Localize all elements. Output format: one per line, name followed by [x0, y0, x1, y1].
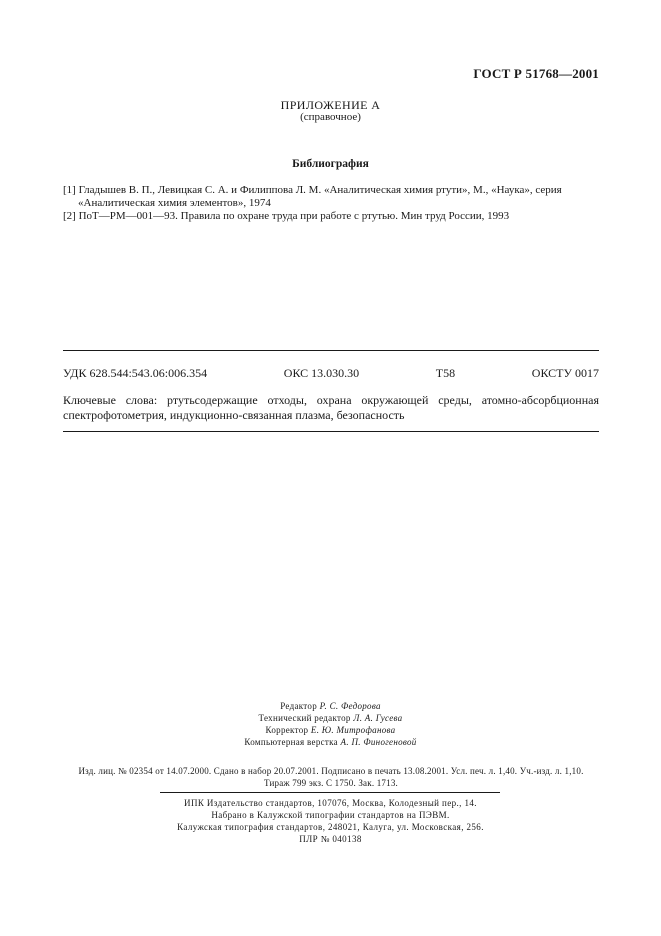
printing-line-3: Калужская типография стандартов, 248021, Калуга, ул. Московская, 256.	[177, 822, 484, 832]
bibliography-title: Библиография	[292, 158, 369, 170]
appendix-title: ПРИЛОЖЕНИЕ А	[280, 98, 381, 112]
document-code: ГОСТ Р 51768—2001	[473, 66, 599, 81]
publication-line-1: Изд. лиц. № 02354 от 14.07.2000. Сдано в набор 20.07.2001. Подписано в печать 13.08.2001. Усл. печ. л. 1,40. Уч.-изд. л. 1,10.	[78, 766, 584, 776]
layout-label: Компьютерная верстка	[244, 737, 338, 747]
bibliography-ref-1: [1] Гладышев В. П., Левицкая С. А. и Филиппова Л. М. «Аналитическая химия ртути», М., «Наука», серия «Аналитическая химия элементов», 1974	[63, 184, 562, 209]
corrector-line	[0, 724, 661, 736]
printing-line-4: ПЛР № 040138	[299, 834, 362, 844]
layout-line	[0, 736, 661, 748]
appendix-subtitle: (справочное)	[300, 111, 361, 123]
printing-line-1: ИПК Издательство стандартов, 107076, Москва, Колодезный пер., 14.	[184, 798, 477, 808]
publication-info	[63, 765, 599, 789]
classification-row	[63, 366, 599, 381]
oks-code: ОКС 13.030.30	[283, 366, 360, 380]
bibliography-list	[63, 184, 599, 223]
keywords: Ключевые слова: ртутьсодержащие отходы, охрана окружающей среды, атомно-абсорбционная спектрофотометрия, индукционно-связанная плазма, безопасность	[63, 393, 599, 422]
corrector-label: Корректор	[265, 725, 309, 735]
divider-print	[160, 792, 500, 793]
layout-name: А. П. Финогеновой	[340, 737, 417, 747]
editor-name: Р. С. Федорова	[319, 701, 381, 711]
staff-credits	[0, 700, 661, 748]
printing-info	[0, 797, 661, 845]
t-code: Т58	[435, 366, 456, 380]
tech-editor-line	[0, 712, 661, 724]
editor-label: Редактор	[280, 701, 318, 711]
printing-line-2: Набрано в Калужской типографии стандартов на ПЭВМ.	[211, 810, 450, 820]
udk-code: УДК 628.544:543.06:006.354	[63, 366, 208, 380]
divider-top	[63, 350, 599, 351]
publication-line-2: Тираж 799 экз. С 1750. Зак. 1713.	[264, 778, 398, 788]
editor-line	[0, 700, 661, 712]
tech-editor-name: Л. А. Гусева	[353, 713, 403, 723]
divider-bottom	[63, 431, 599, 432]
corrector-name: Е. Ю. Митрофанова	[310, 725, 396, 735]
tech-editor-label: Технический редактор	[258, 713, 351, 723]
bibliography-ref-2: [2] ПоТ—РМ—001—93. Правила по охране труда при работе с ртутью. Мин труд России, 1993	[63, 210, 510, 222]
okstu-code: ОКСТУ 0017	[531, 366, 599, 380]
